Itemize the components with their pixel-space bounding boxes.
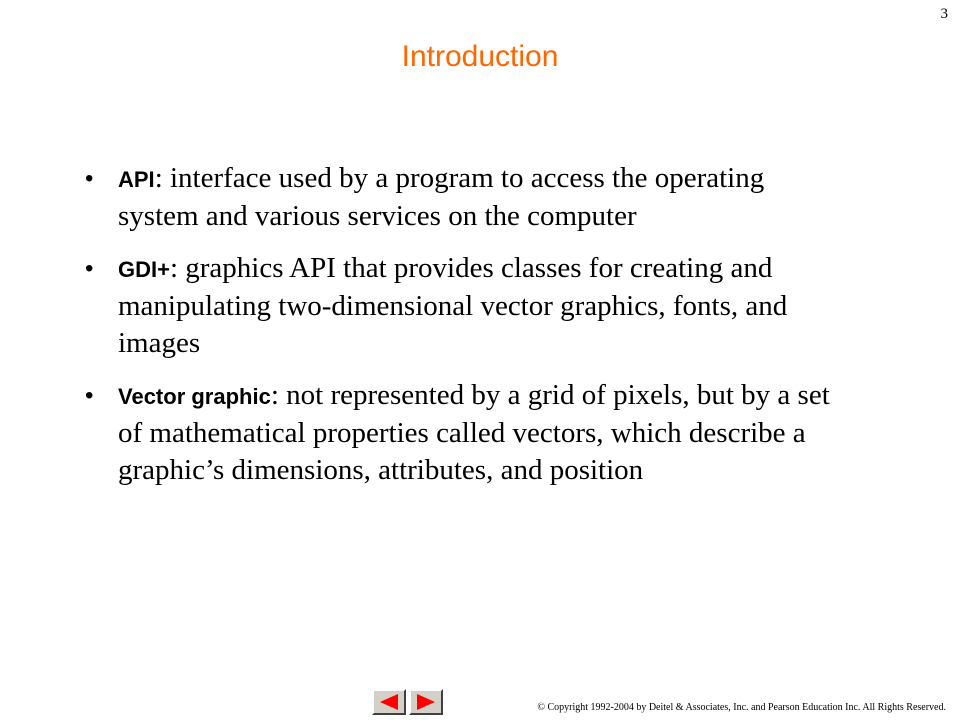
bullet-item-vector-graphic: [83, 377, 843, 489]
left-arrow-icon: [378, 694, 400, 710]
right-arrow-icon: [415, 694, 437, 710]
bullet-term: API: [118, 167, 155, 192]
bullet-icon: •: [85, 382, 94, 409]
slide-title: Introduction: [401, 40, 559, 73]
bullet-list: [83, 160, 843, 504]
slide-navigation: [372, 689, 443, 715]
bullet-text: : graphics API that provides classes for creating and manipulating two-dimensional vector graphics, fonts, and images: [118, 252, 788, 359]
page-number: 3: [940, 6, 948, 22]
bullet-term: Vector graphic: [118, 384, 271, 409]
next-slide-button[interactable]: [409, 689, 443, 715]
bullet-icon: •: [85, 255, 94, 282]
bullet-text: : not represented by a grid of pixels, but by a set of mathematical properties called vectors, which describe a graphic’s dimensions, attributes, and position: [118, 379, 830, 486]
previous-slide-button[interactable]: [372, 689, 406, 715]
bullet-item-gdi: [83, 250, 843, 362]
copyright-notice: © Copyright 1992-2004 by Deitel & Associates, Inc. and Pearson Education Inc. All Rights Reserved.: [537, 702, 946, 713]
bullet-term: GDI+: [118, 257, 170, 282]
bullet-text: : interface used by a program to access the operating system and various services on the computer: [118, 162, 765, 232]
bullet-item-api: [83, 160, 843, 235]
bullet-icon: •: [85, 165, 94, 192]
